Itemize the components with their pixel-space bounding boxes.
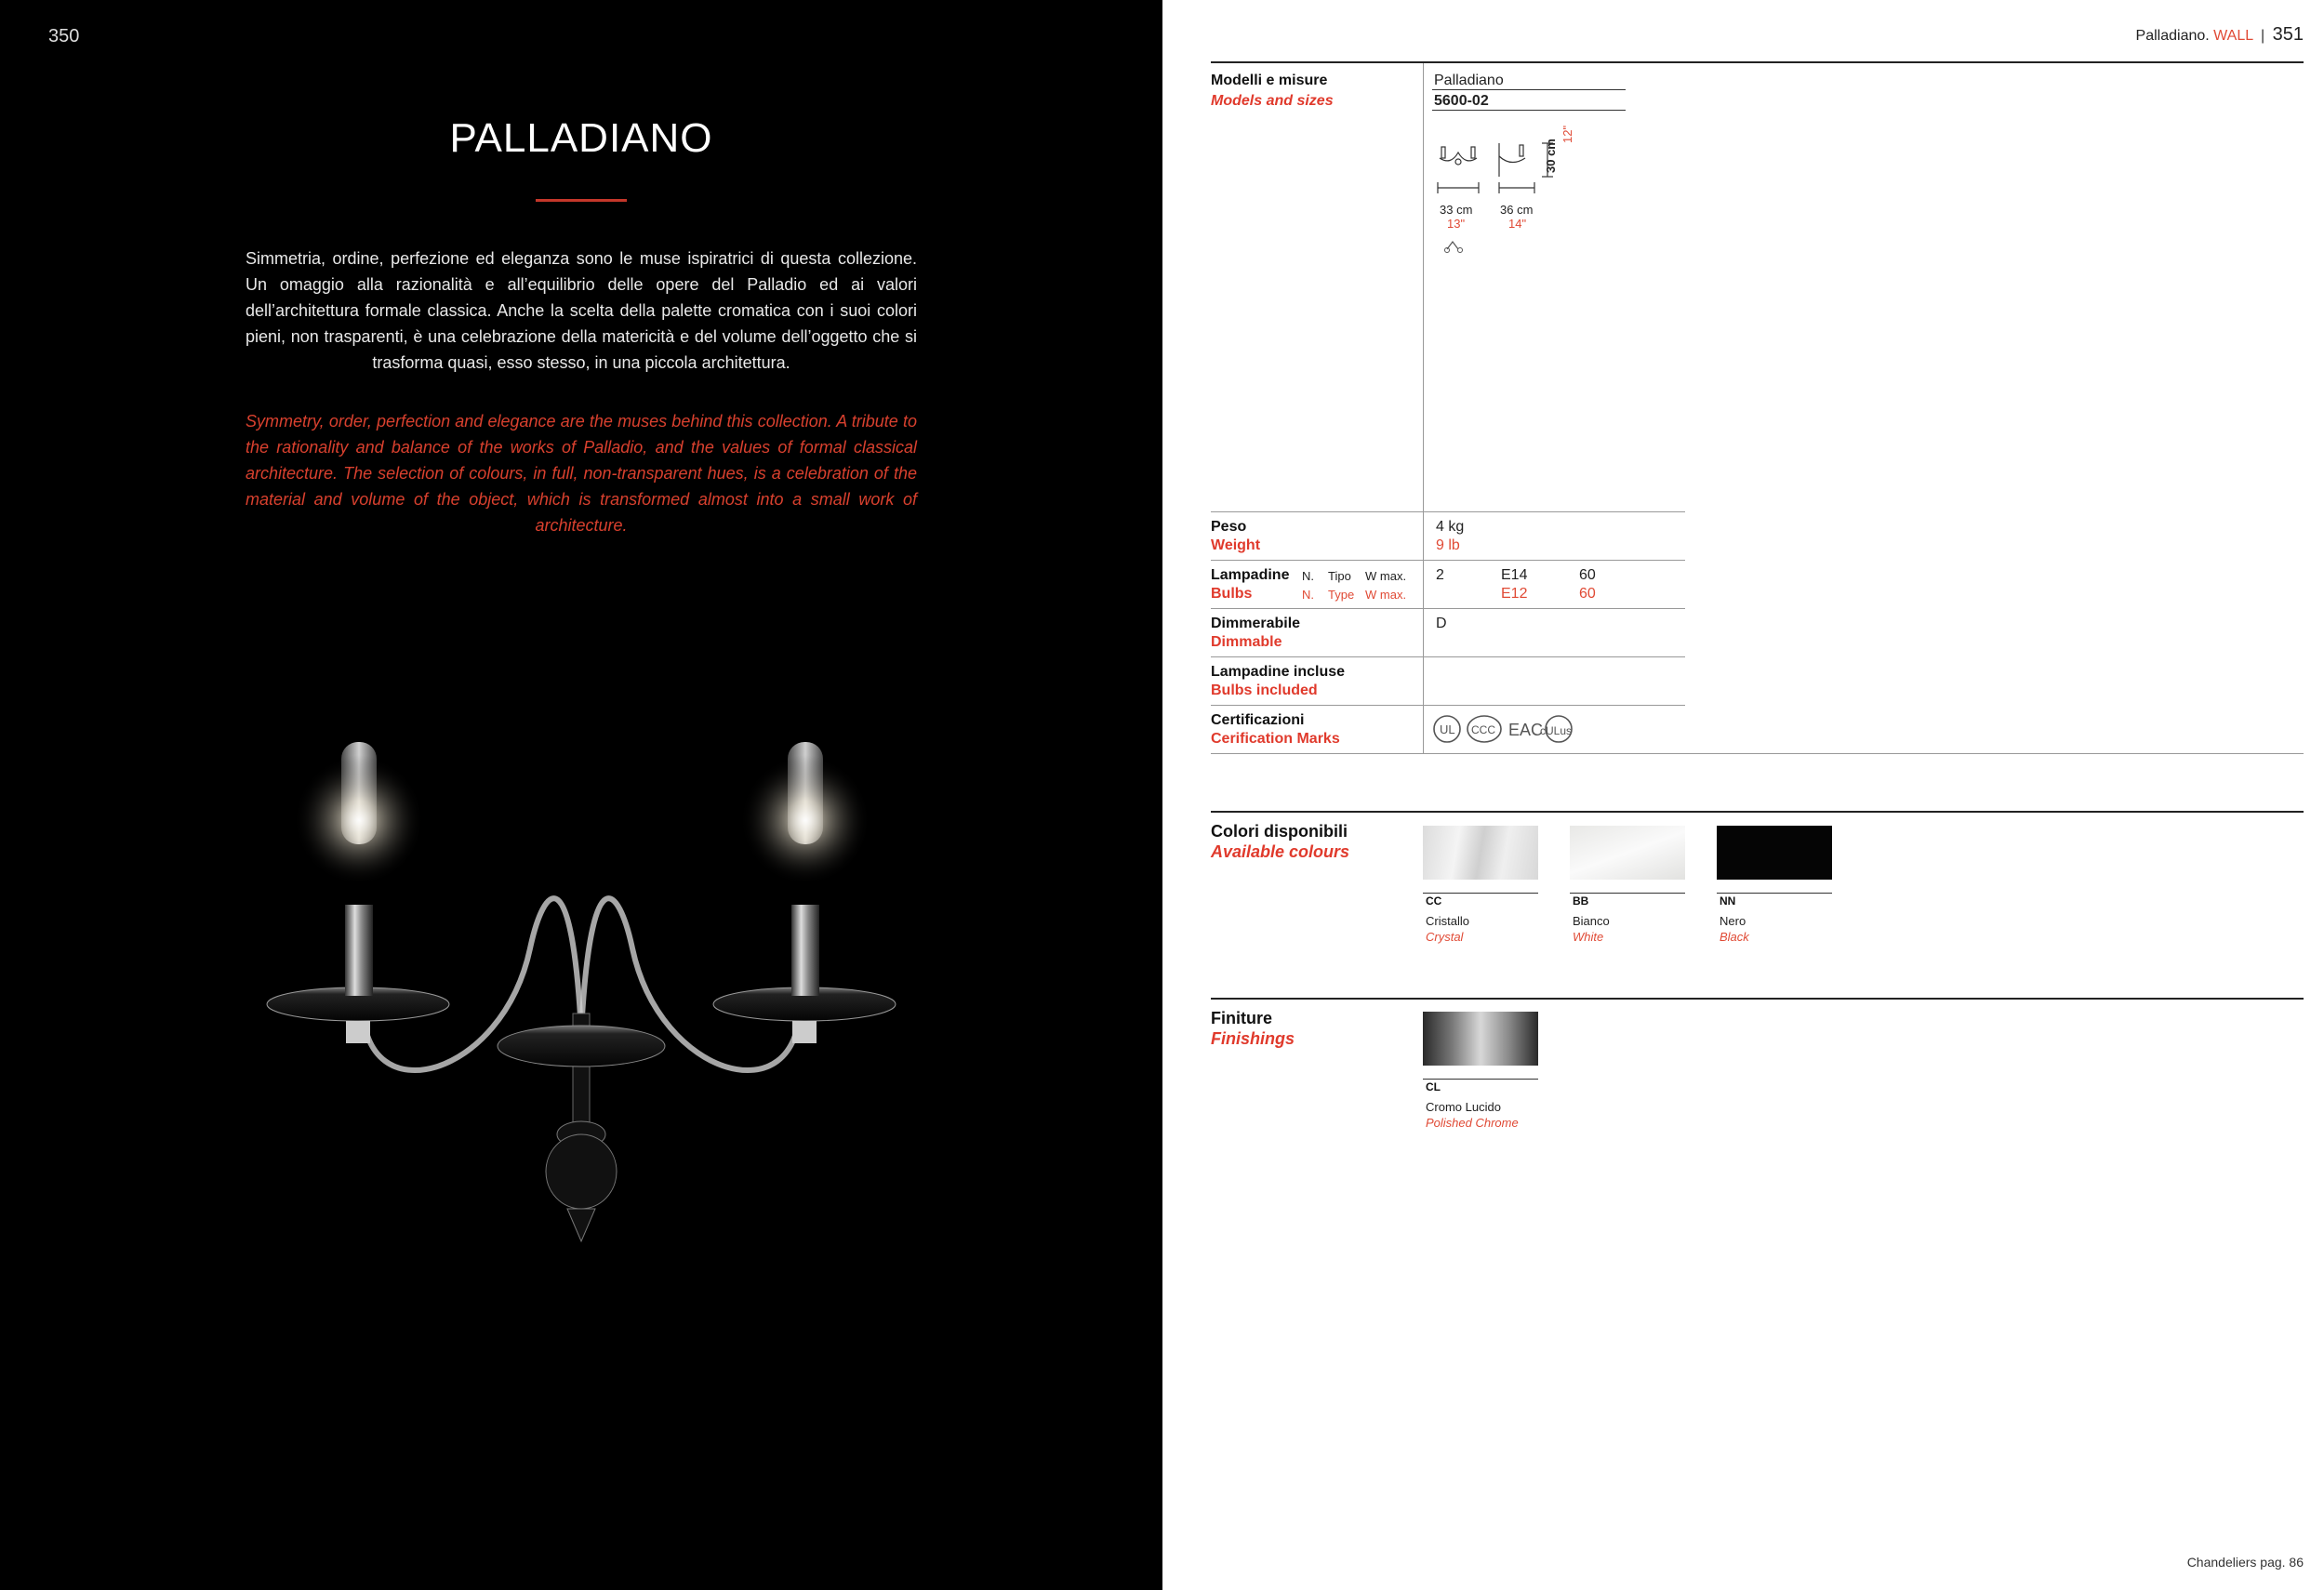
colour-code: BB bbox=[1573, 894, 1589, 908]
colour-name-it: Cristallo bbox=[1426, 914, 1469, 928]
certification-marks-icon bbox=[1430, 712, 1598, 746]
colours-label-en: Available colours bbox=[1211, 842, 1350, 861]
colour-code: CC bbox=[1426, 894, 1442, 908]
colour-code: NN bbox=[1720, 894, 1736, 908]
bulbs-col-n: N. bbox=[1302, 569, 1314, 583]
title-underline bbox=[536, 199, 627, 202]
colour-name-en: White bbox=[1573, 930, 1604, 944]
top-rule bbox=[1211, 61, 2304, 63]
italian-description: Simmetria, ordine, perfezione ed eleganza sono le muse ispiratrici di questa collezione. Un omaggio alla razionalità e all’equilibrio delle opere del Palladio ed ai valori dell’architettura formale classica. Anche la scelta della palette cromatica con i suoi colori pieni, non trasparenti, è una celebrazione della matericità e del volume dell’oggetto che si trasforma quasi, esso stesso, in una piccola architettura. bbox=[246, 249, 917, 372]
bulbs-label-en: Bulbs bbox=[1211, 586, 1253, 602]
width-cm: 33 cm bbox=[1440, 203, 1473, 217]
dimmable-value: D bbox=[1436, 616, 1447, 631]
finishes-rule bbox=[1211, 998, 2304, 1000]
page-number-left: 350 bbox=[48, 26, 80, 46]
row-rule bbox=[1211, 705, 1685, 706]
english-description: Symmetry, order, perfection and elegance are the muses behind this collection. A tribute to the rationality and balance of the works of Palladio, and the values of formal classical architecture. The selection of colours, in full, non-transparent hues, is a celebration of the material and volume of the object, which is transformed almost into a small work of architecture. bbox=[246, 412, 917, 535]
width-in: 13" bbox=[1447, 217, 1466, 231]
row-rule bbox=[1211, 511, 1685, 512]
header-collection: Palladiano. bbox=[2135, 28, 2210, 44]
bulbs-type-eu: E14 bbox=[1501, 567, 1528, 583]
footer-reference: Chandeliers pag. 86 bbox=[2186, 1555, 2304, 1570]
bulbs-col-n-en: N. bbox=[1302, 588, 1314, 602]
dimmable-label-en: Dimmable bbox=[1211, 634, 1282, 650]
finish-name-it: Cromo Lucido bbox=[1426, 1100, 1501, 1114]
bulbs-type-us: E12 bbox=[1501, 586, 1528, 602]
weight-label-en: Weight bbox=[1211, 537, 1261, 553]
finishes-label-en: Finishings bbox=[1211, 1029, 1295, 1048]
page-header bbox=[2136, 24, 2304, 46]
weight-kg: 4 kg bbox=[1436, 519, 1465, 535]
model-code: 5600-02 bbox=[1434, 93, 1489, 109]
finish-code: CL bbox=[1426, 1080, 1441, 1093]
cert-mark-text: UL bbox=[1440, 722, 1455, 736]
finish-swatch-chrome[interactable] bbox=[1423, 1012, 1538, 1066]
colours-label-it: Colori disponibili bbox=[1211, 822, 1348, 841]
collection-title: PALLADIANO bbox=[449, 115, 713, 161]
bulbs-col-type-en: Type bbox=[1328, 588, 1355, 602]
bulbs-col-type: Tipo bbox=[1328, 569, 1351, 583]
wall-lamp-image bbox=[223, 725, 939, 1265]
height-in: 12" bbox=[1560, 125, 1574, 143]
cert-mark-text: CCC bbox=[1471, 723, 1495, 736]
bulbs-col-w-en: W max. bbox=[1365, 588, 1407, 602]
cert-mark-text: cULus bbox=[1540, 724, 1573, 737]
weight-label-it: Peso bbox=[1211, 519, 1247, 535]
bulbs-w-eu: 60 bbox=[1579, 567, 1596, 583]
colour-swatch-black[interactable] bbox=[1717, 826, 1832, 880]
swatch-rule bbox=[1423, 893, 1538, 894]
cert-label-en: Cerification Marks bbox=[1211, 731, 1340, 747]
model-name-rule bbox=[1432, 89, 1626, 90]
colour-name-it: Bianco bbox=[1573, 914, 1610, 928]
row-rule bbox=[1211, 560, 1685, 561]
weight-lb: 9 lb bbox=[1436, 537, 1460, 553]
header-category: WALL bbox=[2213, 28, 2253, 44]
page-number-right: 351 bbox=[2272, 24, 2304, 45]
row-rule bbox=[1211, 656, 1685, 657]
height-cm: 30 cm bbox=[1544, 139, 1558, 173]
bulbs-w-us: 60 bbox=[1579, 586, 1596, 602]
model-name: Palladiano bbox=[1434, 73, 1504, 88]
models-label-it: Modelli e misure bbox=[1211, 73, 1328, 88]
colour-name-en: Crystal bbox=[1426, 930, 1464, 944]
depth-in: 14" bbox=[1508, 217, 1527, 231]
included-label-it: Lampadine incluse bbox=[1211, 664, 1346, 680]
right-page bbox=[1162, 0, 2324, 1590]
row-rule bbox=[1211, 608, 1685, 609]
model-code-rule bbox=[1432, 110, 1626, 111]
swatch-rule bbox=[1570, 893, 1685, 894]
colour-swatch-white[interactable] bbox=[1570, 826, 1685, 880]
included-label-en: Bulbs included bbox=[1211, 682, 1318, 698]
model-drawing-icon bbox=[1432, 130, 1562, 205]
bulbs-label-it: Lampadine bbox=[1211, 567, 1290, 583]
models-label-en: Models and sizes bbox=[1211, 93, 1334, 109]
finishes-label-it: Finiture bbox=[1211, 1009, 1272, 1027]
bulbs-col-w: W max. bbox=[1365, 569, 1407, 583]
cert-mark-text: EAC bbox=[1508, 721, 1544, 739]
cert-label-it: Certificazioni bbox=[1211, 712, 1305, 728]
colour-name-en: Black bbox=[1720, 930, 1749, 944]
colours-rule bbox=[1211, 811, 2304, 813]
spec-bottom-rule bbox=[1211, 753, 2304, 754]
finish-name-en: Polished Chrome bbox=[1426, 1116, 1519, 1130]
swatch-rule bbox=[1717, 893, 1832, 894]
swatch-rule bbox=[1423, 1079, 1538, 1080]
header-separator: | bbox=[2261, 28, 2265, 44]
dimmable-label-it: Dimmerabile bbox=[1211, 616, 1301, 631]
bulbs-n: 2 bbox=[1436, 567, 1444, 583]
depth-cm: 36 cm bbox=[1500, 203, 1534, 217]
colour-swatch-crystal[interactable] bbox=[1423, 826, 1538, 880]
colour-name-it: Nero bbox=[1720, 914, 1746, 928]
mounting-icon bbox=[1443, 238, 1466, 255]
table-divider bbox=[1423, 63, 1424, 753]
